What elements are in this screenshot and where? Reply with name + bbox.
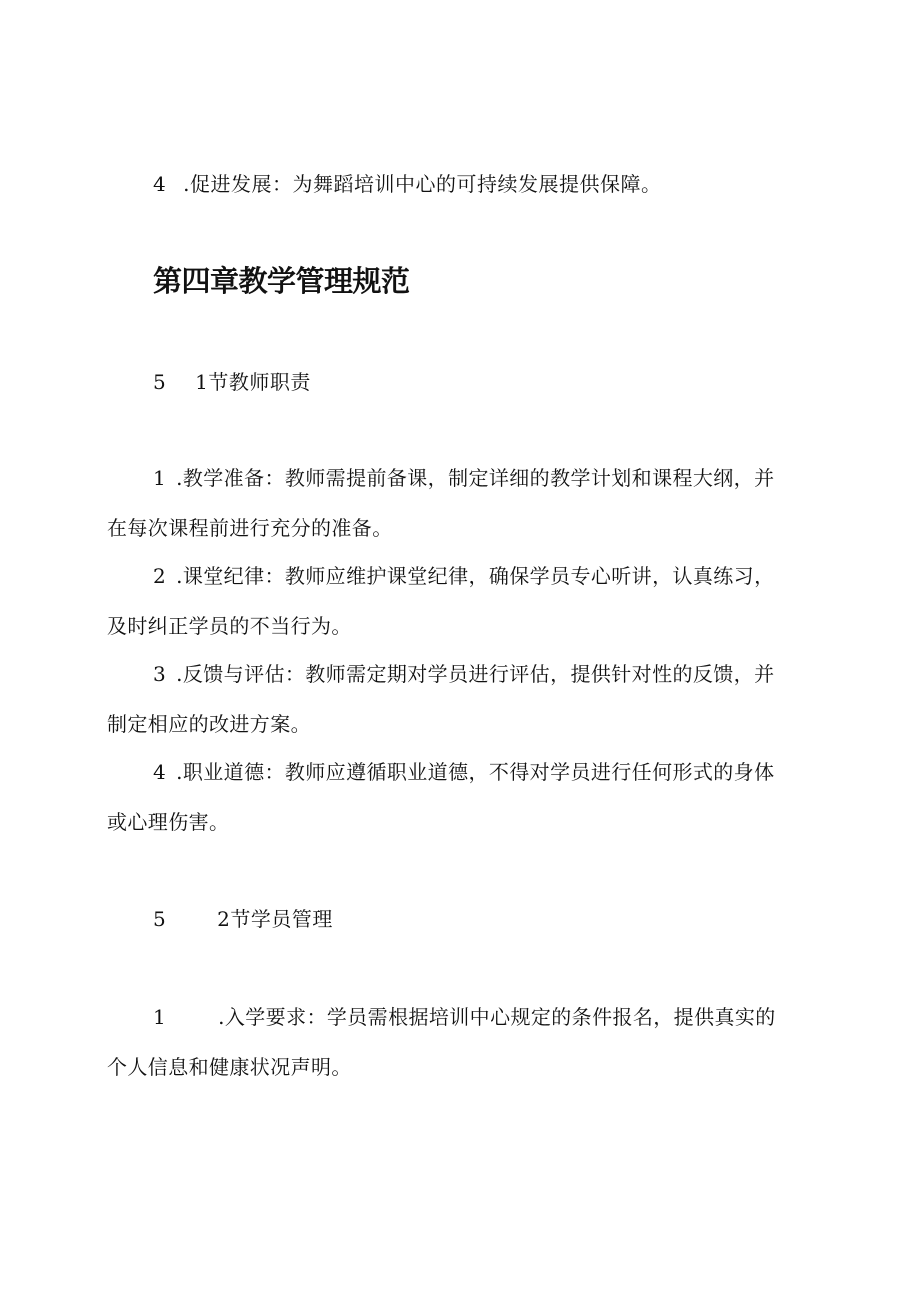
list-number: 3 [153, 662, 167, 686]
list-text-line2: 个人信息和健康状况声明。 [107, 1055, 352, 1079]
list-item [107, 758, 819, 836]
list-text-line2: 制定相应的改进方案。 [107, 712, 311, 736]
list-item [107, 1003, 819, 1081]
section-number: 5 [153, 370, 167, 394]
list-text-line2: 或心理伤害。 [107, 810, 230, 834]
list-item [107, 562, 819, 640]
intro-list-item [153, 170, 661, 198]
list-text-line1: .入学要求：学员需根据培训中心规定的条件报名，提供真实的 [218, 1005, 776, 1029]
list-text-line1: .课堂纪律：教师应维护课堂纪律，确保学员专心听讲，认真练习， [176, 564, 775, 588]
list-text: .促进发展：为舞蹈培训中心的可持续发展提供保障。 [183, 172, 662, 196]
list-number: 4 [153, 172, 167, 196]
section-number: 5 [153, 907, 167, 931]
list-number: 4 [153, 760, 167, 784]
list-number: 2 [153, 564, 167, 588]
list-text-line2: 在每次课程前进行充分的准备。 [107, 516, 393, 540]
list-text-line1: .反馈与评估：教师需定期对学员进行评估，提供针对性的反馈，并 [176, 662, 775, 686]
list-text-line2: 及时纠正学员的不当行为。 [107, 614, 352, 638]
list-item [107, 660, 819, 738]
section-heading-student-management [153, 905, 333, 933]
list-number: 1 [153, 466, 167, 490]
list-number: 1 [153, 1005, 167, 1029]
section-heading-teacher-duties [153, 368, 311, 396]
section-label: 2节学员管理 [217, 907, 333, 931]
list-text-line1: .职业道德：教师应遵循职业道德，不得对学员进行任何形式的身体 [176, 760, 775, 784]
list-text-line1: .教学准备：教师需提前备课，制定详细的教学计划和课程大纲，并 [176, 466, 775, 490]
list-item [107, 464, 819, 542]
section-label: 1节教师职责 [195, 370, 311, 394]
chapter-title: 第四章教学管理规范 [153, 264, 410, 298]
